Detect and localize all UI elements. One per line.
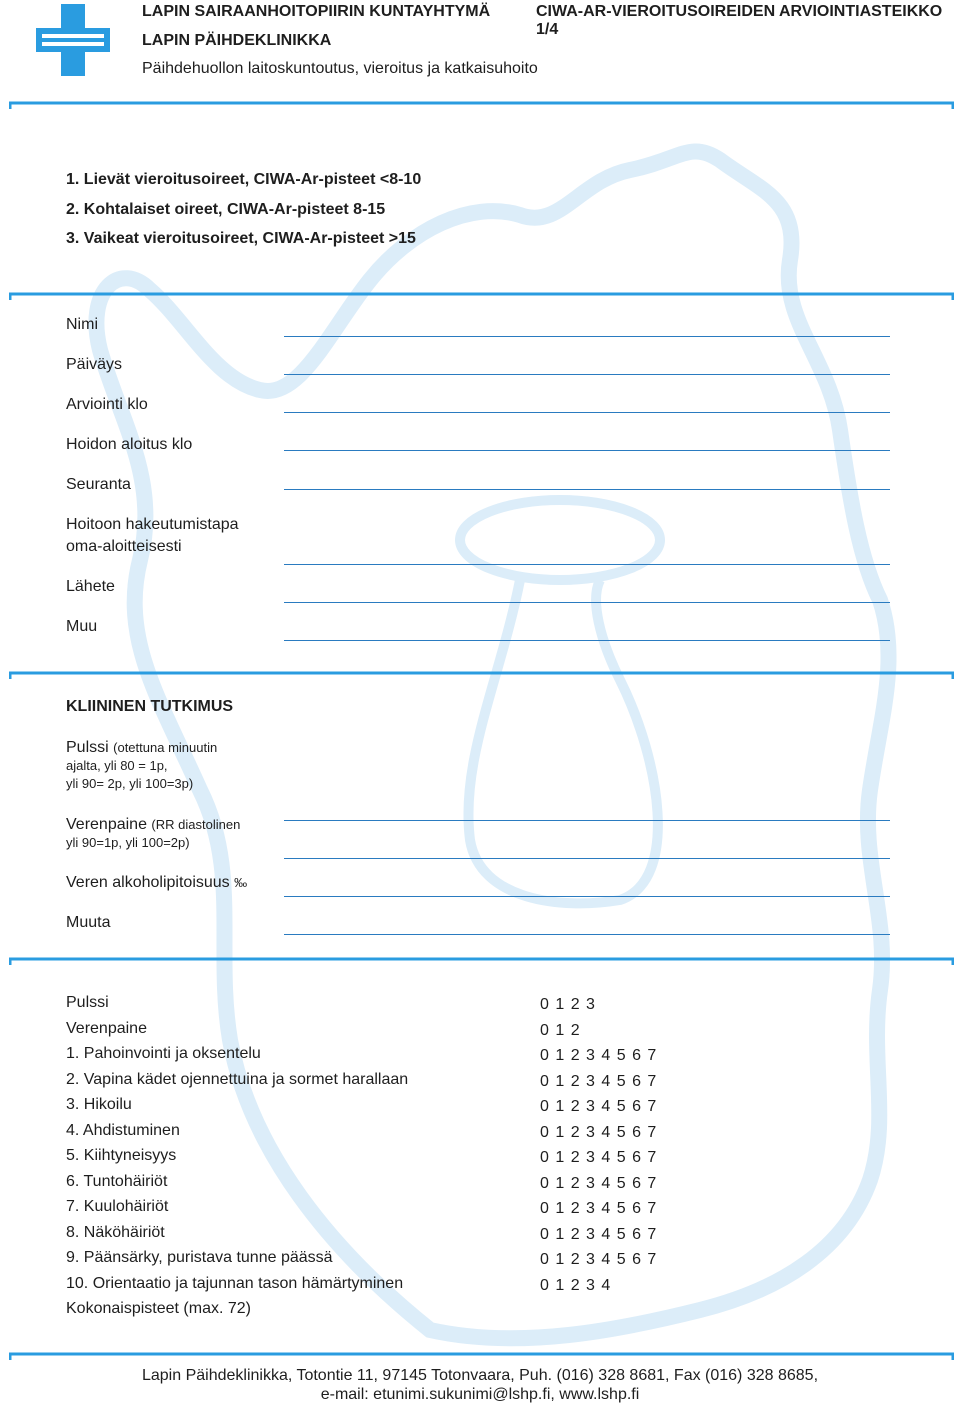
date-label: Päiväys [66, 356, 123, 373]
bp-label-block [66, 816, 240, 852]
severity-levels [66, 165, 421, 254]
bp-label: Verenpaine [66, 816, 147, 833]
score-scale[interactable]: 0 1 2 3 4 5 6 7 [540, 1149, 658, 1166]
treatment-start-field[interactable] [284, 450, 890, 451]
other-label: Muu [66, 618, 98, 635]
score-scale[interactable]: 0 1 2 3 4 5 6 7 [540, 1072, 658, 1090]
assessment-time-field[interactable] [284, 412, 890, 413]
alcohol-label-block [66, 874, 247, 892]
date-field[interactable] [284, 374, 890, 375]
bp-note: (RR diastolinen [151, 817, 241, 832]
referral-route-label: Hoitoon hakeutumistapa [66, 516, 239, 533]
footer-address: Lapin Päihdeklinikka, Totontie 11, 97145 Totonvaara, Puh. (016) 328 8681, Fax (016) 328 8685, [141, 1367, 819, 1384]
level-moderate: 2. Kohtalaiset oireet, CIWA-Ar-pisteet 8-15 [66, 200, 386, 218]
pulse-note: yli 90= 2p, yli 100=3p) [66, 776, 194, 791]
treatment-start-label: Hoidon aloitus klo [66, 436, 193, 453]
pulse-label: Pulssi [66, 739, 109, 756]
score-item-label: 5. Kiihtyneisyys [66, 1147, 177, 1164]
pulse-note: ajalta, yli 80 = 1p, [66, 758, 168, 773]
score-scale[interactable]: 0 1 2 3 [540, 996, 596, 1013]
level-severe: 3. Vaikeat vieroitusoireet, CIWA-Ar-pisteet >15 [66, 230, 416, 247]
other-field[interactable] [284, 640, 890, 641]
pulse-field[interactable] [284, 820, 890, 821]
department-name: Päihdehuollon laitoskuntoutus, vieroitus ja katkaisuhoito [142, 60, 538, 77]
cross-logo-icon [36, 4, 110, 76]
name-label: Nimi [66, 316, 98, 333]
follow-up-field[interactable] [284, 489, 890, 490]
footer-contact: e-mail: etunimi.sukunimi@lshp.fi, www.lshp.fi [320, 1386, 640, 1403]
score-item-label: 6. Tuntohäiriöt [66, 1172, 168, 1190]
score-scale[interactable]: 0 1 2 3 4 [540, 1276, 612, 1294]
score-item-label: 3. Hikoilu [66, 1096, 132, 1113]
score-item-label: Verenpaine [66, 1019, 147, 1037]
score-item-label: 8. Näköhäiriöt [66, 1223, 165, 1241]
score-item-label: Pulssi [66, 994, 109, 1011]
section-divider [9, 957, 954, 965]
name-field[interactable] [284, 336, 890, 337]
pulse-note: (otettuna minuutin [113, 740, 218, 755]
section-divider [9, 671, 954, 679]
follow-up-label: Seuranta [66, 476, 131, 493]
level-mild: 1. Lievät vieroitusoireet, CIWA-Ar-pisteet <8-10 [66, 171, 422, 188]
bp-note: yli 90=1p, yli 100=2p) [66, 835, 190, 850]
section-divider [9, 292, 954, 300]
section-divider [9, 101, 954, 109]
bp-field[interactable] [284, 858, 890, 859]
score-scale[interactable]: 0 1 2 3 4 5 6 7 [540, 1251, 658, 1268]
score-item-label: 7. Kuulohäiriöt [66, 1198, 169, 1215]
score-scale[interactable]: 0 1 2 3 4 5 6 7 [540, 1123, 658, 1141]
other-findings-field[interactable] [284, 934, 890, 935]
alcohol-label: Veren alkoholipitoisuus [66, 874, 230, 891]
other-findings-label: Muuta [66, 914, 111, 931]
score-scale[interactable]: 0 1 2 [540, 1021, 581, 1039]
score-item-label: Kokonaispisteet (max. 72) [66, 1300, 251, 1317]
score-scale[interactable]: 0 1 2 3 4 5 6 7 [540, 1098, 658, 1115]
self-referral-field[interactable] [284, 564, 890, 565]
referral-field[interactable] [284, 602, 890, 603]
alcohol-field[interactable] [284, 896, 890, 897]
score-item-label: 10. Orientaatio ja tajunnan tason hämärtyminen [66, 1274, 404, 1292]
score-scale[interactable]: 0 1 2 3 4 5 6 7 [540, 1200, 658, 1217]
score-scale[interactable]: 0 1 2 3 4 5 6 7 [540, 1225, 658, 1243]
score-item-label: 4. Ahdistuminen [66, 1121, 180, 1139]
pulse-label-block [66, 739, 217, 793]
score-scale[interactable]: 0 1 2 3 4 5 6 7 [540, 1174, 658, 1192]
assessment-time-label: Arviointi klo [66, 396, 148, 413]
referral-label: Lähete [66, 578, 115, 595]
clinic-name: LAPIN PÄIHDEKLINIKKA [142, 32, 332, 49]
score-item-label: 2. Vapina kädet ojennettuina ja sormet harallaan [66, 1070, 409, 1088]
clinical-section-title: KLIININEN TUTKIMUS [66, 698, 234, 715]
score-item-label: 9. Päänsärky, puristava tunne päässä [66, 1249, 333, 1266]
organization-name: LAPIN SAIRAANHOITOPIIRIN KUNTAYHTYMÄ [142, 3, 491, 20]
alcohol-unit: ‰ [234, 875, 248, 890]
section-divider [9, 1352, 954, 1360]
footer [0, 1366, 960, 1404]
form-title: CIWA-AR-VIEROITUSOIREIDEN ARVIOINTIASTEIKKO 1/4 [536, 3, 943, 38]
score-scale[interactable]: 0 1 2 3 4 5 6 7 [540, 1047, 658, 1064]
score-item-label: 1. Pahoinvointi ja oksentelu [66, 1045, 261, 1062]
self-referral-label: oma-aloitteisesti [66, 538, 182, 555]
